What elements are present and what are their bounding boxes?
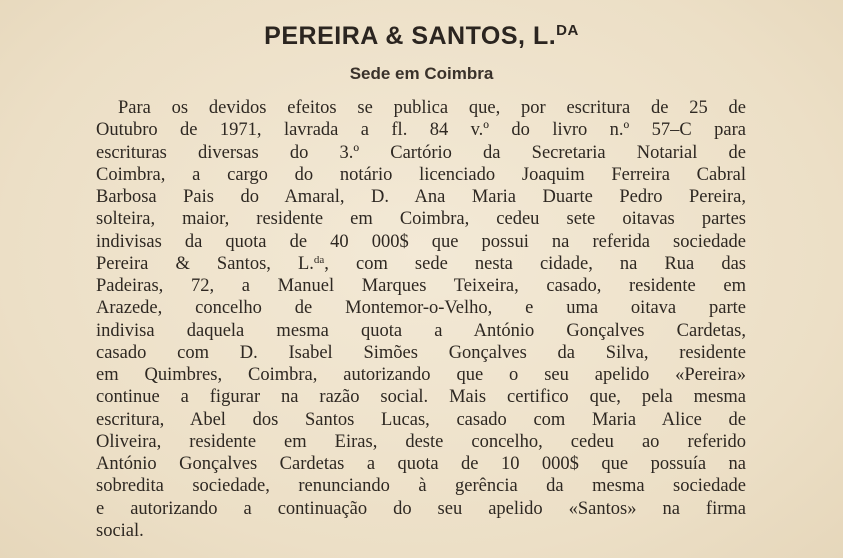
company-seat: Sede em Coimbra: [349, 64, 494, 83]
notice-body: [96, 97, 746, 542]
notice-line: indivisas da quota de 40 000$ que possui na referida sociedade: [96, 231, 746, 252]
notice-line: Arazede, concelho de Montemor-o-Velho, e uma oitava parte: [96, 298, 746, 319]
company-suffix: DA: [556, 22, 579, 39]
notice-line: Barbosa Pais do Amaral, D. Ana Maria Duarte Pedro Pereira,: [96, 187, 746, 207]
notice-line: Coimbra, a cargo do notário licenciado Joaquim Ferreira Cabral: [96, 164, 746, 185]
notice-line: casado com D. Isabel Simões Gonçalves da Silva, residente: [96, 342, 746, 363]
notice-line: Outubro de 1971, lavrada a fl. 84 v.º do livro n.º 57–C para: [96, 120, 746, 141]
notice-line: António Gonçalves Cardetas a quota de 10 000$ que possuía na: [96, 454, 746, 474]
notice-line: escrituras diversas do 3.º Cartório da Secretaria Notarial de: [96, 142, 746, 163]
limitada-suffix: da: [313, 253, 325, 266]
notice-line: continue a figurar na razão social. Mais certifico que, pela mesma: [96, 387, 746, 408]
notice-line: em Quimbres, Coimbra, autorizando que o seu apelido «Pereira»: [96, 365, 746, 385]
notice-line: Oliveira, residente em Eiras, deste concelho, cedeu ao referido: [96, 431, 746, 452]
notice-line: social.: [96, 520, 144, 541]
notice-line: sobredita sociedade, renunciando à gerência da mesma sociedade: [96, 476, 746, 497]
company-title: [0, 22, 843, 51]
notice-line: solteira, maior, residente em Coimbra, cedeu sete oitavas partes: [96, 209, 746, 230]
notice-line: Pereira & Santos, L.$^{da}$, com sede nesta cidade, na Rua das: [96, 253, 746, 274]
notice-line: indivisa daquela mesma quota a António Gonçalves Cardetas,: [96, 320, 746, 341]
notice-line: Padeiras, 72, a Manuel Marques Teixeira, casado, residente em: [96, 276, 746, 296]
notice-line: escritura, Abel dos Santos Lucas, casado com Maria Alice de: [96, 409, 746, 430]
notice-line: e autorizando a continuação do seu apelido «Santos» na firma: [96, 498, 746, 519]
company-name: PEREIRA & SANTOS, L.: [264, 22, 557, 50]
notice-line: Para os devidos efeitos se publica que, por escritura de 25 de: [118, 98, 746, 118]
